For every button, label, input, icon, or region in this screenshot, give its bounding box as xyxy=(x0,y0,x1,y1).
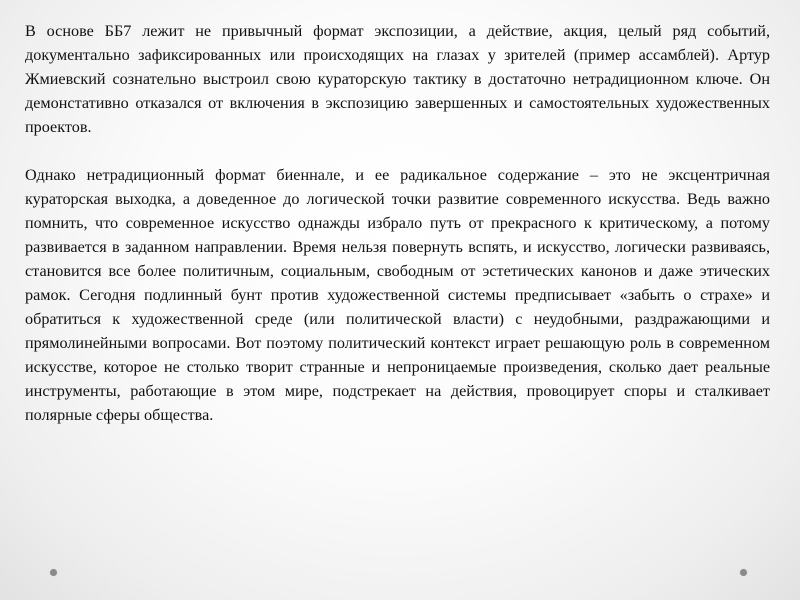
paragraph-2: Однако нетрадиционный формат биеннале, и ее радикальное содержание – это не эксцентричная кураторская выходка, а доведенное до логической точки развитие современного искусства. Ведь важно помнить, что современное искусство однажды избрало путь от прекрасного к критическому, а потому развивается в заданном направлении. Время нельзя повернуть вспять, и искусство, логически развиваясь, становится все более политичным, социальным, свободным от эстетических канонов и даже этических рамок. Сегодня подлинный бунт против художественной системы предписывает «забыть о страхе» и обратиться к художественной среде (или политической власти) с неудобными, раздражающими и прямолинейными вопросами. Вот поэтому политический контекст играет решающую роль в современном искусстве, которое не столько творит странные и непроницаемые произведения, сколько дает реальные инструменты, работающие в этом мире, подстрекает на действия, провоцирует споры и сталкивает полярные сферы общества. xyxy=(25,166,770,424)
paragraph-1: В основе ББ7 лежит не привычный формат экспозиции, а действие, акция, целый ряд событий, документально зафиксированных или происходящих на глазах у зрителей (пример ассамблей). Артур Жмиевский сознательно выстроил свою кураторскую тактику в достаточно нетрадиционном ключе. Он демонстативно отказался от включения в экспозицию завершенных и самостоятельных художественных проектов. xyxy=(25,22,770,136)
slide-text-body xyxy=(25,19,770,427)
decorative-dot-left xyxy=(50,569,57,576)
decorative-dot-right xyxy=(740,569,747,576)
